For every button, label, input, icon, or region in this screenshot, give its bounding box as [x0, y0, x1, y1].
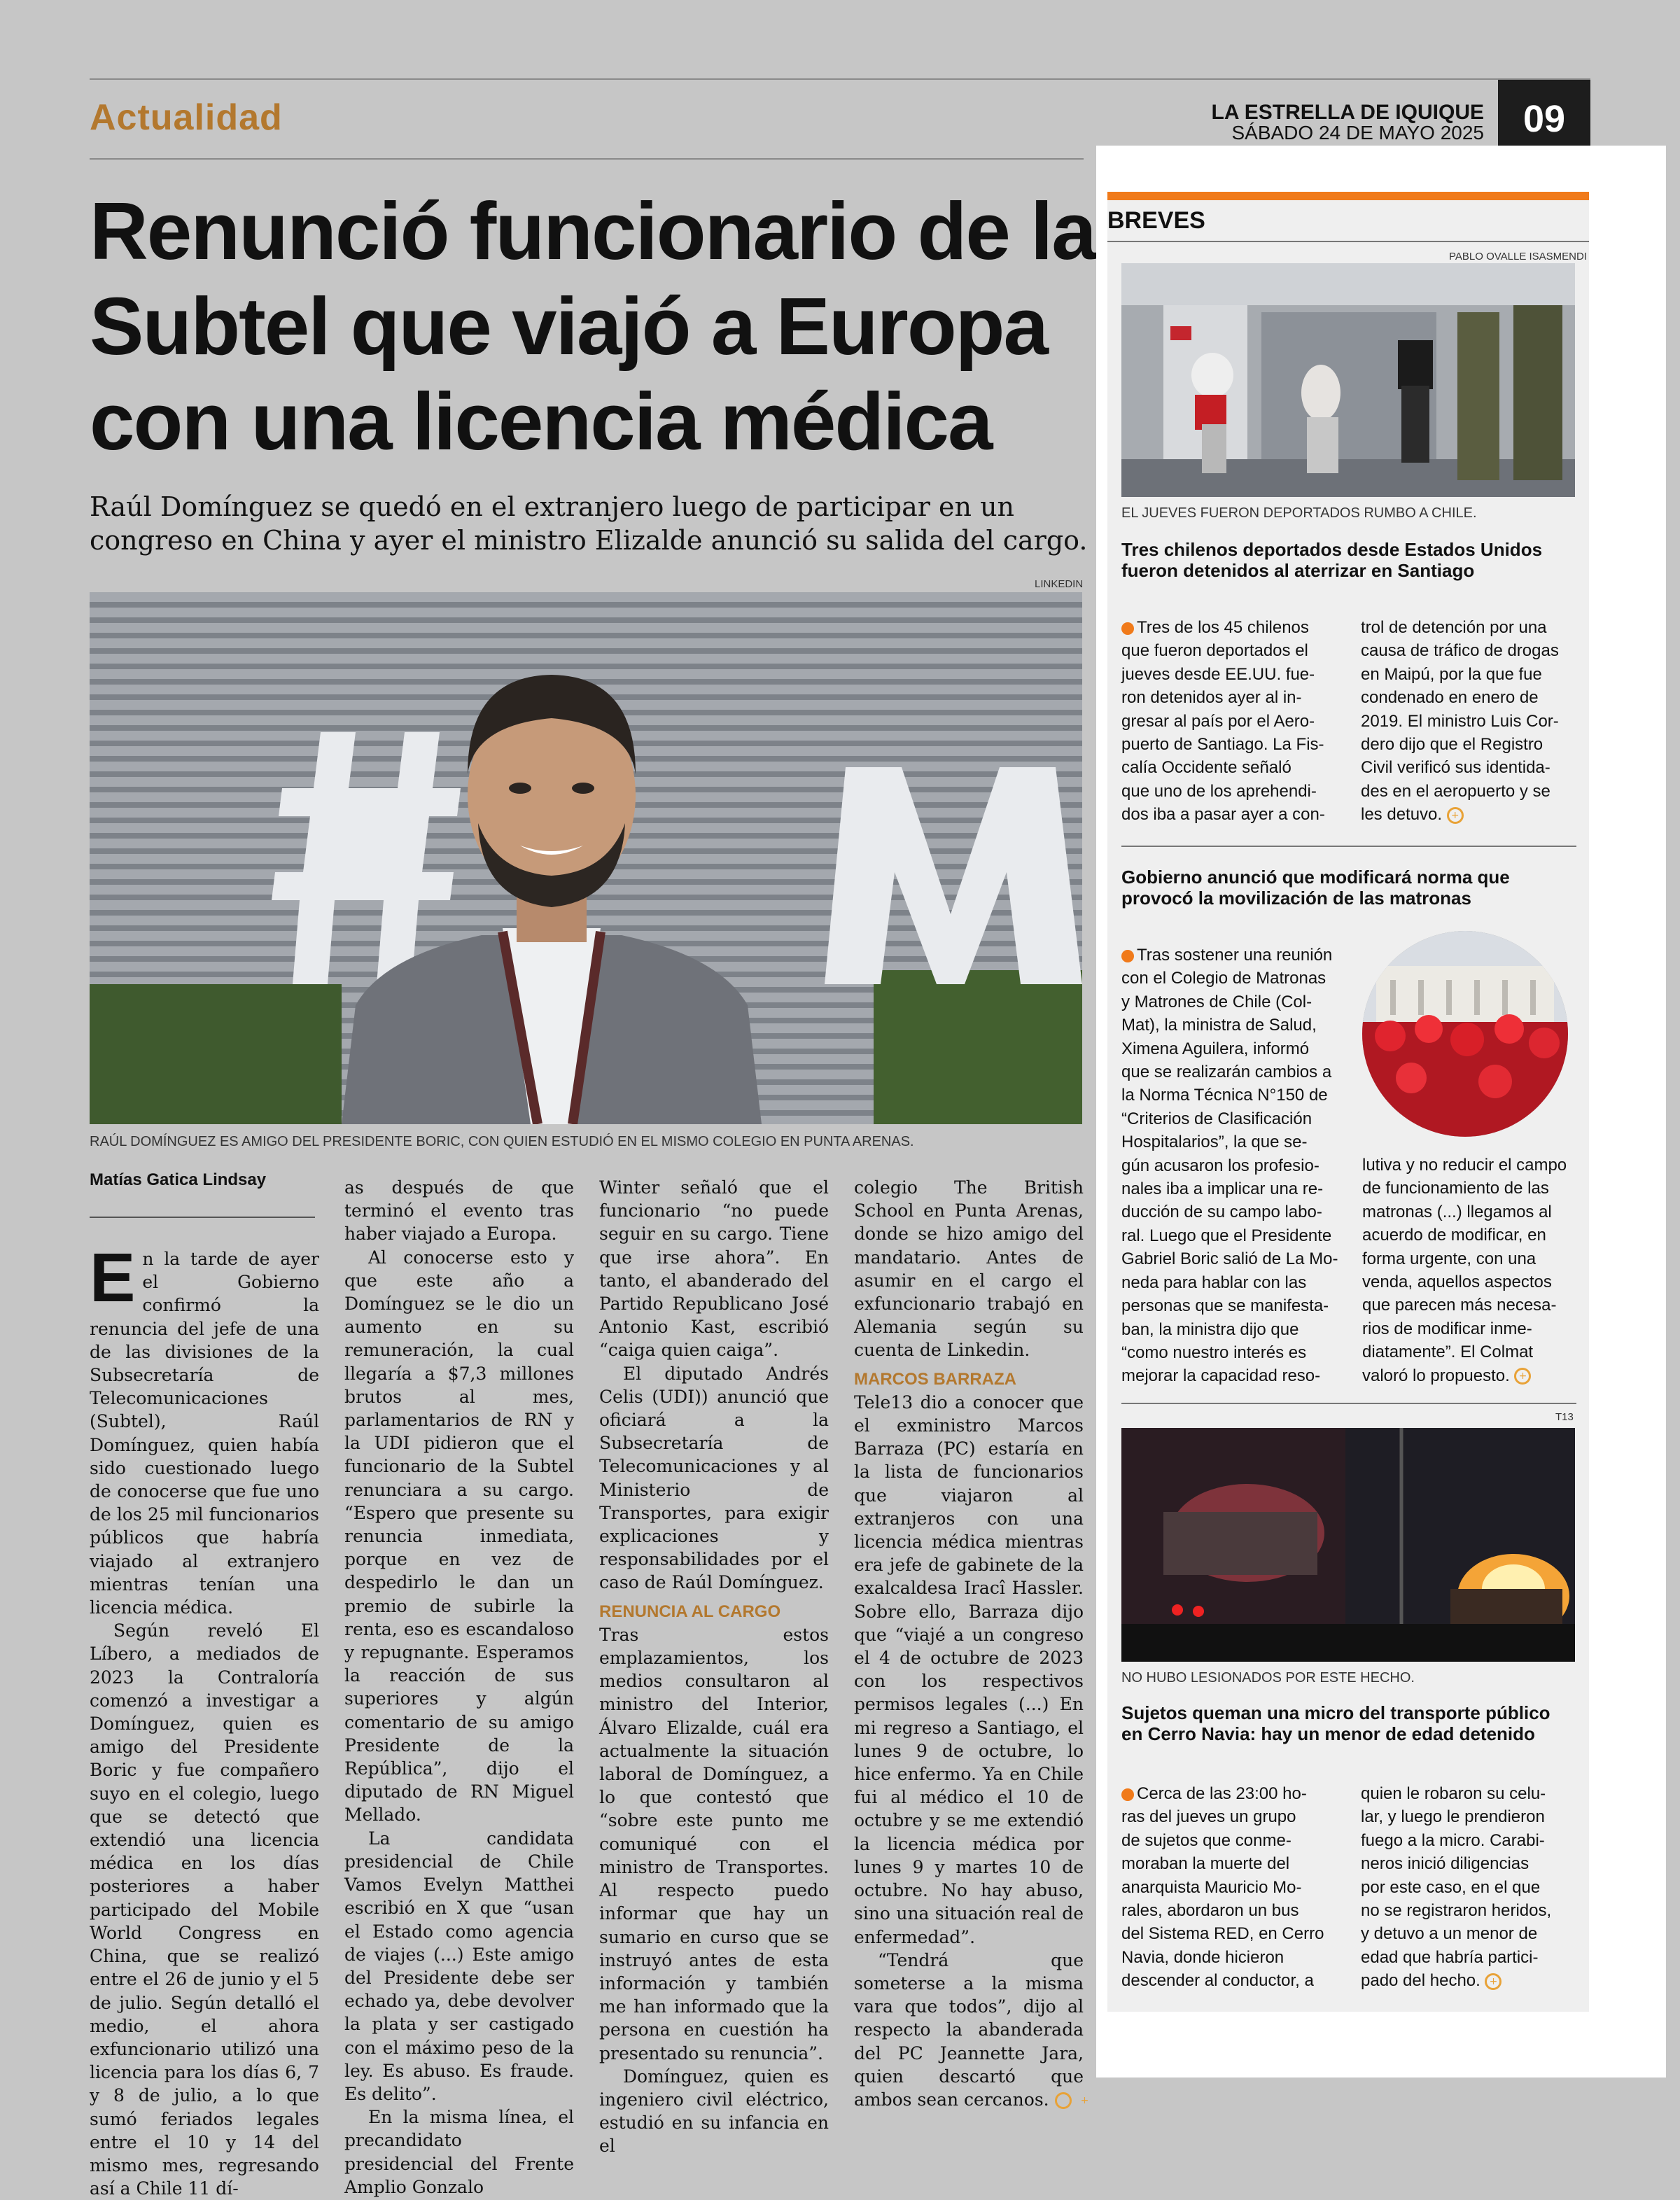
subheading-renuncia: RENUNCIA AL CARGO	[599, 1602, 781, 1621]
protest-illustration	[1362, 931, 1568, 1137]
paragraph: “Tendrá que someterse a la misma vara que todos”, dijo al respecto la abanderada del PC Jeannette Jara, quien descartó que ambos sean cercanos. +	[854, 1949, 1089, 2110]
breves-title: BREVES	[1107, 207, 1205, 234]
paragraph: as después de que terminó el evento tras haber viajado a Europa.	[344, 1177, 574, 1245]
section-label: Actualidad	[90, 97, 283, 138]
article-deck	[90, 490, 1098, 557]
bullet-dot-icon	[1121, 1788, 1134, 1801]
brief-headline	[1121, 539, 1576, 581]
paragraph: Tele13 dio a conocer que el exministro Marcos Barraza (PC) estaría en la lista de funcionarios que viajaron al extranjeros con una licencia médica mientras era jefe de gabinete de la exalcaldesa Iracî Hassler. Sobre ello, Barraza dijo que “viajé a un congreso el 4 de octubre de 2023 con los respectivos permisos legales (...) En mi regreso a Santiago, el lunes 9 de octubre, lo hice enfermo. Ya en Chile fui al médico el 10 de octubre y se me extendió la licencia médica por lunes 9 y martes 10 de octubre. No hay abuso, sino una situación real de enfermedad”.	[854, 1392, 1084, 1947]
paper-name: LA ESTRELLA DE IQUIQUE	[1211, 101, 1484, 124]
headline-line: Subtel que viajó a Europa	[90, 281, 1048, 372]
breves-rule	[1107, 241, 1589, 242]
breves-accent-bar	[1107, 192, 1589, 200]
end-mark-icon: +	[1055, 2092, 1072, 2109]
page-number: 09	[1498, 80, 1590, 158]
paper-date: SÁBADO 24 DE MAYO 2025	[1231, 122, 1484, 143]
headline-line: provocó la movilización de las matronas	[1121, 888, 1471, 909]
end-mark-icon: +	[1514, 1368, 1531, 1385]
brief-text-right: lutiva y no reducir el campo de funcionamiento de las matronas (...) llegamos al acuerdo de modificar, en forma urgente, con una venda, aquellos aspectos que parecen más necesa- rios de modificar inme- diatamente”. El Colmat valoró lo propuesto. +	[1362, 1156, 1567, 1385]
brief-divider	[1121, 846, 1576, 847]
paragraph: En la misma línea, el precandidato presidencial del Frente Amplio Gonzalo	[344, 2107, 574, 2197]
headline-line: fueron detenidos al aterrizar en Santiago	[1121, 560, 1475, 581]
drop-cap: E	[90, 1239, 136, 1316]
headline-line: Gobierno anunció que modificará norma que	[1121, 867, 1510, 888]
airport-illustration	[1121, 263, 1575, 497]
bus-fire-illustration	[1121, 1428, 1575, 1662]
end-mark-icon: +	[1485, 1973, 1502, 1990]
paragraph: La candidata presidencial de Chile Vamos Evelyn Matthei escribió en X que “usan el Estado como agencia de viajes (...) Este amigo del Presidente debe ser echado ya, debe devolver la plata y ser castigado con el máximo peso de la ley. Es abuso. Es fraude. Es delito”.	[344, 1828, 574, 2104]
portrait-illustration	[90, 592, 1082, 1124]
article-column-2	[344, 1176, 574, 2199]
paragraph: colegio The British School en Punta Arenas, donde se hizo amigo del mandatario. Antes de asumir en el cargo el exfuncionario trabajó en Alemania según su cuenta de Linkedin.	[854, 1177, 1084, 1361]
paragraph: El diputado Andrés Celis (UDI)) anunció que oficiará a la Subsecretaría de Telecomunicaciones y al Ministerio de Transportes, para exigir explicaciones y responsabilidades por el caso de Raúl Domínguez.	[599, 1363, 829, 1593]
paragraph: n la tarde de ayer el Gobierno confirmó la renuncia del jefe de una de las divisiones de la Subsecretaría de Telecomunicaciones (Subtel), Raúl Domínguez, quien había sido cuestionado luego de conocerse que fue uno de los 25 mil funcionarios públicos que habría viajado al extranjero mientras tenían una licencia médica.	[90, 1249, 319, 1618]
end-mark-icon: +	[1447, 807, 1464, 824]
brief-text-right: quien le robaron su celu- lar, y luego le prendieron fuego a la micro. Carabi- neros inició diligencias por este caso, en el que no se registraron heridos, y detuvo a un menor de edad que habría partici- pado del hecho. +	[1361, 1784, 1552, 1991]
paragraph: Según reveló El Líbero, a mediados de 2023 la Contraloría comenzó a investigar a Domínguez, quien es amigo del Presidente Boric y fue compañero suyo en el colegio, luego que se detectó que extendió una licencia médica en los días posteriores a haber participado del Mobile World Congress en China, que se realizó entre el 26 de junio y el 5 de julio. Según detalló el medio, el ahora exfuncionario utilizó una licencia para los días 6, 7 y 8 de julio, a lo que sumó feriados legales entre el 10 y 14 del mismo mes, regresando así a Chile 11 dí-	[90, 1620, 319, 2199]
brief-headline	[1121, 867, 1576, 909]
paragraph: Domínguez, quien es ingeniero civil eléctrico, estudió en su infancia en el	[599, 2066, 829, 2157]
article-photo	[90, 592, 1082, 1124]
bullet-dot-icon	[1121, 950, 1134, 962]
photo-caption: EL JUEVES FUERON DEPORTADOS RUMBO A CHILE.	[1121, 505, 1477, 521]
photo-caption: NO HUBO LESIONADOS POR ESTE HECHO.	[1121, 1670, 1415, 1686]
deck-line: Raúl Domínguez se quedó en el extranjero luego de participar en un	[90, 491, 1015, 522]
bullet-dot-icon	[1121, 622, 1134, 635]
deck-line: congreso en China y ayer el ministro Elizalde anunció su salida del cargo.	[90, 525, 1088, 556]
photo-credit: T13	[1555, 1411, 1574, 1423]
headline-line: Sujetos queman una micro del transporte público	[1121, 1702, 1550, 1723]
protest-photo	[1362, 931, 1568, 1137]
header-rule	[90, 158, 1084, 160]
brief-headline	[1121, 1702, 1576, 1744]
brief-text-right: trol de detención por una causa de tráfico de drogas en Maipú, por la que fue condenado en enero de 2019. El ministro Luis Cor- dero dijo que el Registro Civil verificó sus identida- des en el aeropuerto y se les detuvo. +	[1361, 618, 1559, 825]
brief-text-left: Cerca de las 23:00 ho- ras del jueves un grupo de sujetos que conme- moraban la muerte del anarquista Mauricio Mo- rales, abordaron un bus del Sistema RED, en Cerro Navia, donde hicieron descender al conductor, a	[1121, 1784, 1324, 1991]
subheading-barraza: MARCOS BARRAZA	[854, 1369, 1016, 1389]
byline-rule	[90, 1217, 315, 1218]
brief-text-left: Tras sostener una reunión con el Colegio de Matronas y Matrones de Chile (Col- Mat), la ministra de Salud, Ximena Aguilera, informó que se realizarán cambios a la Norma Técnica N°150 de “Criterios de Clasificación Hospitalarios”, la que se- gún acusaron los profesio- nales iba a implicar una re- ducción de su campo labo- ral. Luego que el Presidente Gabriel Boric salió de La Mo- neda para hablar con las personas que se manifesta- ban, la ministra dijo que “como nuestro interés es mejorar la capacidad reso-	[1121, 946, 1338, 1386]
article-column-3	[599, 1176, 829, 2158]
photo-credit: LINKEDIN	[1035, 578, 1084, 590]
airport-photo	[1121, 263, 1575, 497]
photo-credit: PABLO OVALLE ISASMENDI	[1449, 251, 1588, 262]
headline-line: en Cerro Navia: hay un menor de edad detenido	[1121, 1723, 1535, 1744]
bus-fire-photo	[1121, 1428, 1575, 1662]
photo-caption: RAÚL DOMÍNGUEZ ES AMIGO DEL PRESIDENTE BORIC, CON QUIEN ESTUDIÓ EN EL MISMO COLEGIO EN PUNTA ARENAS.	[90, 1134, 914, 1149]
article-column-1	[90, 1239, 319, 2200]
paragraph: Winter señaló que el funcionario “no puede seguir en su cargo. Tiene que irse ahora”. En tanto, el abanderado del Partido Republicano José Antonio Kast, escribió “caiga quien caiga”.	[599, 1177, 829, 1361]
brief-text-left: Tres de los 45 chilenos que fueron deportados el jueves desde EE.UU. fue- ron detenidos ayer al in- gresar al país por el Aero- puerto de Santiago. La Fis- calía Occidente señaló que uno de los aprehendi- dos iba a pasar ayer a con-	[1121, 618, 1325, 825]
headline-line: con una licencia médica	[90, 376, 992, 467]
article-headline	[90, 183, 1098, 469]
paragraph: Tras estos emplazamientos, los medios consultaron al ministro del Interior, Álvaro Elizalde, cuál era actualmente la situación laboral de Domínguez, a lo que contestó que “sobre este punto me comuniqué con el ministro de Transportes. Al respecto puedo informar que hay un sumario en curso que se instruyó antes de esta información y también me han informado que la persona en cuestión ha presentado su renuncia”.	[599, 1624, 829, 2064]
headline-line: Renunció funcionario de la	[90, 185, 1096, 276]
brief-divider	[1121, 1403, 1576, 1404]
paragraph: Al conocerse esto y que este año a Domínguez se le dio un aumento en su remuneración, la cual llegaría a $7,3 millones brutos al mes, parlamentarios de RN y la UDI pidieron que el funcionario de la Subtel renunciara a su cargo. “Espero que presente su renuncia inmediata, porque en vez de despedirlo le dan un premio de subirle la renta, eso es escandaloso y repugnante. Esperamos la reacción de sus superiores y algún comentario de su amigo Presidente de la República”, dijo el diputado de RN Miguel Mellado.	[344, 1247, 574, 1826]
headline-line: Tres chilenos deportados desde Estados Unidos	[1121, 539, 1543, 560]
article-column-4	[854, 1176, 1089, 2111]
byline: Matías Gatica Lindsay	[90, 1170, 267, 1189]
top-rule	[90, 78, 1590, 80]
